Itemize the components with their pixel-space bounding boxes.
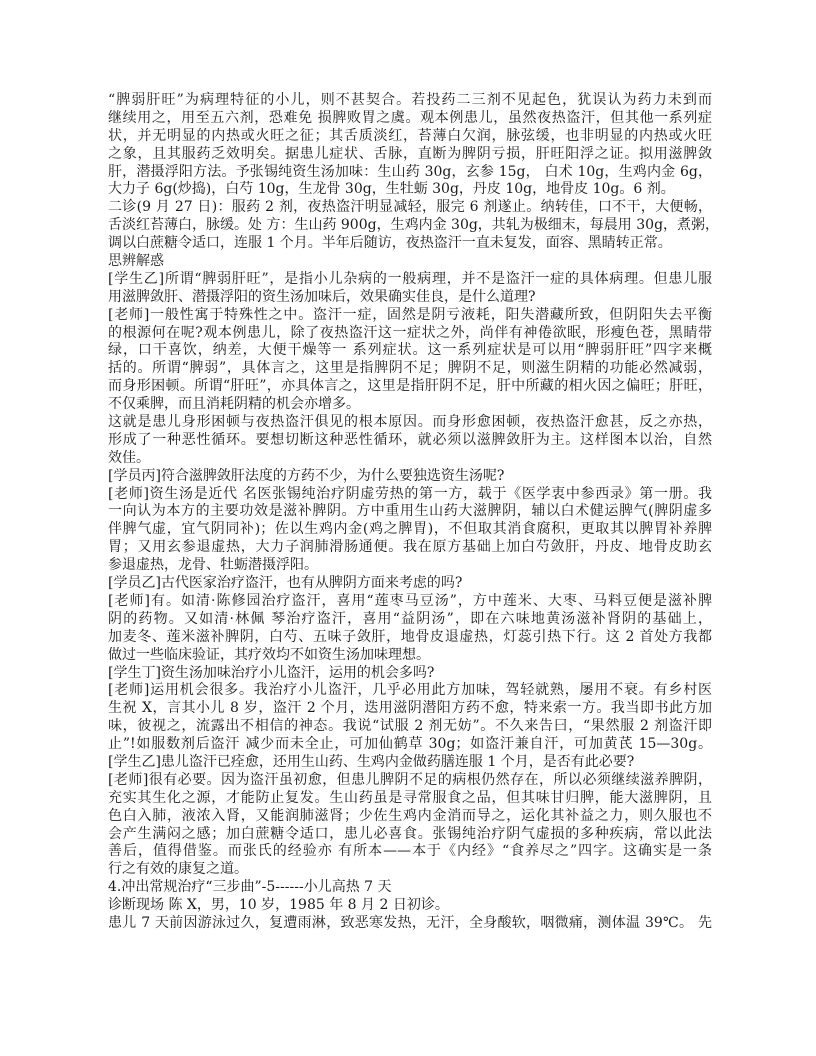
text-line: 绿，口干喜饮，纳差，大便干燥等一 系列症状。这一系列症状是可以用“脾弱肝旺”四字来概 bbox=[108, 342, 712, 359]
text-line: 胃；又用玄参退虚热，大力子润肺滑肠通便。我在原方基础上加白芍敛肝，丹皮、地骨皮助玄 bbox=[108, 539, 712, 556]
text-line: 舌淡红苔薄白，脉缓。处 方：生山药 900g，生鸡内金 30g，共轧为极细末，每晨用 30g，煮粥， bbox=[108, 217, 720, 234]
text-line: 调以白蔗糖令适口，连服 1 个月。半年后随访，夜热盗汗一直未复发，面容、黑睛转正常。 bbox=[108, 235, 672, 252]
text-line: 而身形困顿。所谓“肝旺”，亦具体言之，这里是指肝阴不足，肝中所藏的相火因之偏旺；肝旺， bbox=[108, 378, 712, 395]
text-line: 不仅乘脾，而且消耗阴精的机会亦增多。 bbox=[108, 396, 360, 413]
case-header: 诊断现场 陈 X，男，10 岁，1985 年 8 月 2 日初诊。 bbox=[108, 897, 449, 914]
text-line: 状，并无明显的内热或火旺之征；其舌质淡红，苔薄白欠润，脉弦缓，也非明显的内热或火旺 bbox=[108, 127, 712, 144]
text-line: 继续用之，用至五六剂，恐难免 损脾败胃之虞。观本例患儿，虽然夜热盗汗，但其他一系列症 bbox=[108, 109, 712, 126]
text-line: 一向认为本方的主要功效是滋补脾阴。方中重用生山药大滋脾阴，辅以白术健运脾气(脾阴虚多 bbox=[108, 503, 712, 520]
text-line: 止”!如服数剂后盗汗 减少而未全止，可加仙鹤草 30g；如盗汗兼自汗，可加黄芪 15—30g。 bbox=[108, 736, 712, 753]
text-line: [学生丁]资生汤加味治疗小儿盗汗，运用的机会多吗? bbox=[108, 664, 435, 681]
text-line: 参退虚热，龙骨、牡蛎潜摄浮阳。 bbox=[108, 557, 318, 574]
text-line: 二诊(9 月 27 日)：服药 2 剂，夜热盗汗明显减轻，服完 6 剂遂止。纳转佳，口不干，大便畅， bbox=[108, 199, 712, 216]
text-line: [学生乙]患儿盗汗已痊愈，还用生山药、生鸡内金做药膳连服 1 个月，是否有此必要? bbox=[108, 753, 635, 770]
text-line: 伴脾气虚，宜气阴同补)；佐以生鸡内金(鸡之脾胃)，不但取其消食腐积，更取其以脾胃补养脾 bbox=[108, 521, 712, 538]
text-line: 大力子 6g(炒捣)，白芍 10g，生龙骨 30g，生牡蛎 30g，丹皮 10g，地骨皮 10g。6 剂。 bbox=[108, 181, 675, 198]
text-line: 行之有效的康复之道。 bbox=[108, 861, 248, 878]
text-line: 的根源何在呢?观本例患儿，除了夜热盗汗这一症状之外，尚伴有神倦欲眠，形瘦色苍，黑睛带 bbox=[108, 324, 712, 341]
text-line: 肝，潜摄浮阳方法。予张锡纯资生汤加味：生山药 30g，玄参 15g， 白术 10g，生鸡内金 6g， bbox=[108, 163, 712, 180]
text-line: [学员丙]符合滋脾敛肝法度的方药不少，为什么要独选资生汤呢? bbox=[108, 467, 505, 484]
text-line: 形成了一种恶性循环。要想切断这种恶性循环，就必须以滋脾敛肝为主。这样图本以治，自然 bbox=[108, 431, 712, 448]
text-line: 加麦冬、莲米滋补脾阴，白芍、五味子敛肝，地骨皮退虚热，灯蕊引热下行。这 2 首处方我都 bbox=[108, 628, 712, 645]
text-line: 患儿 7 天前因游泳过久，复遭雨淋，致恶寒发热，无汗，全身酸软，咽微痛，测体温 39℃。 先 bbox=[108, 914, 712, 931]
section-heading: 思辨解惑 bbox=[108, 253, 164, 270]
text-line: 善后，值得借鉴。而张氏的经验亦 有所本——本于《内经》“食养尽之”四字。这确实是一条 bbox=[108, 843, 712, 860]
text-line: [老师]运用机会很多。我治疗小儿盗汗，几乎必用此方加味，驾轻就熟，屡用不衰。有乡村医 bbox=[108, 682, 712, 699]
document-page bbox=[108, 92, 720, 933]
text-line: 会产生满闷之感；加白蔗糖令适口，患儿必喜食。张锡纯治疗阴气虚损的多种疾病，常以此法 bbox=[108, 825, 712, 842]
text-line: 之象，且其服药乏效明矣。据患儿症状、舌脉，直断为脾阴亏损，肝旺阳浮之证。拟用滋脾敛 bbox=[108, 145, 712, 162]
text-line: 充实其生化之源，才能防止复发。生山药虽是寻常服食之品，但其味甘归脾，能大滋脾阴，且 bbox=[108, 789, 712, 806]
text-line: [学员乙]古代医家治疗盗汗，也有从脾阴方面来考虑的吗? bbox=[108, 575, 463, 592]
text-line: 做过一些临床验证，其疗效均不如资生汤加味理想。 bbox=[108, 646, 430, 663]
text-line: 效佳。 bbox=[108, 449, 150, 466]
text-line: 阴的药物。又如清·林佩 琴治疗盗汗，喜用“益阴汤”，即在六味地黄汤滋补肾阴的基础上， bbox=[108, 610, 712, 627]
text-line: [老师]很有必要。因为盗汗虽初愈，但患儿脾阴不足的病根仍然存在，所以必须继续滋养脾阴， bbox=[108, 771, 712, 788]
text-line: 生祝 X，言其小儿 8 岁，盗汗 2 个月，迭用滋阴潜阳方药不愈，特来索一方。我当即书此方加 bbox=[108, 700, 712, 717]
text-line: [学生乙]所谓“脾弱肝旺”，是指小儿杂病的一般病理，并不是盗汗一症的具体病理。但患儿服 bbox=[108, 270, 712, 287]
text-line: 这就是患儿身形困顿与夜热盗汗俱见的根本原因。而身形愈困顿，夜热盗汗愈甚，反之亦热， bbox=[108, 414, 712, 431]
section-heading: 4.冲出常规治疗“三步曲”-5------小儿高热 7 天 bbox=[108, 879, 392, 896]
text-line: 括的。所谓“脾弱”，具体言之，这里是指脾阴不足；脾阴不足，则滋生阴精的功能必然减弱， bbox=[108, 360, 712, 377]
text-line: [老师]一般性寓于特殊性之中。盗汗一症，固然是阴亏液耗，阳失潜藏所致，但阴阳失去平衡 bbox=[108, 306, 712, 323]
text-line: [老师]有。如清·陈修园治疗盗汗，喜用“莲枣马豆汤”，方中莲米、大枣、马料豆便是滋补脾 bbox=[108, 592, 712, 609]
text-line: [老师]资生汤是近代 名医张锡纯治疗阴虚劳热的第一方，载于《医学衷中参西录》第一册。我 bbox=[108, 485, 712, 502]
text-line: 味，彼视之，流露出不相信的神态。我说“试服 2 剂无妨”。不久来告曰，“果然服 2 剂盗汗即 bbox=[108, 718, 712, 735]
text-line: 色白入肺，液浓入肾，又能润肺滋肾；少佐生鸡内金消而导之，运化其补益之力，则久服也不 bbox=[108, 807, 712, 824]
text-line: 用滋脾敛肝、潜摄浮阳的资生汤加味后，效果确实佳良，是什么道理? bbox=[108, 288, 536, 305]
text-line: “脾弱肝旺”为病理特征的小儿，则不甚契合。若投药二三剂不见起色，犹误认为药力未到而 bbox=[108, 92, 712, 108]
